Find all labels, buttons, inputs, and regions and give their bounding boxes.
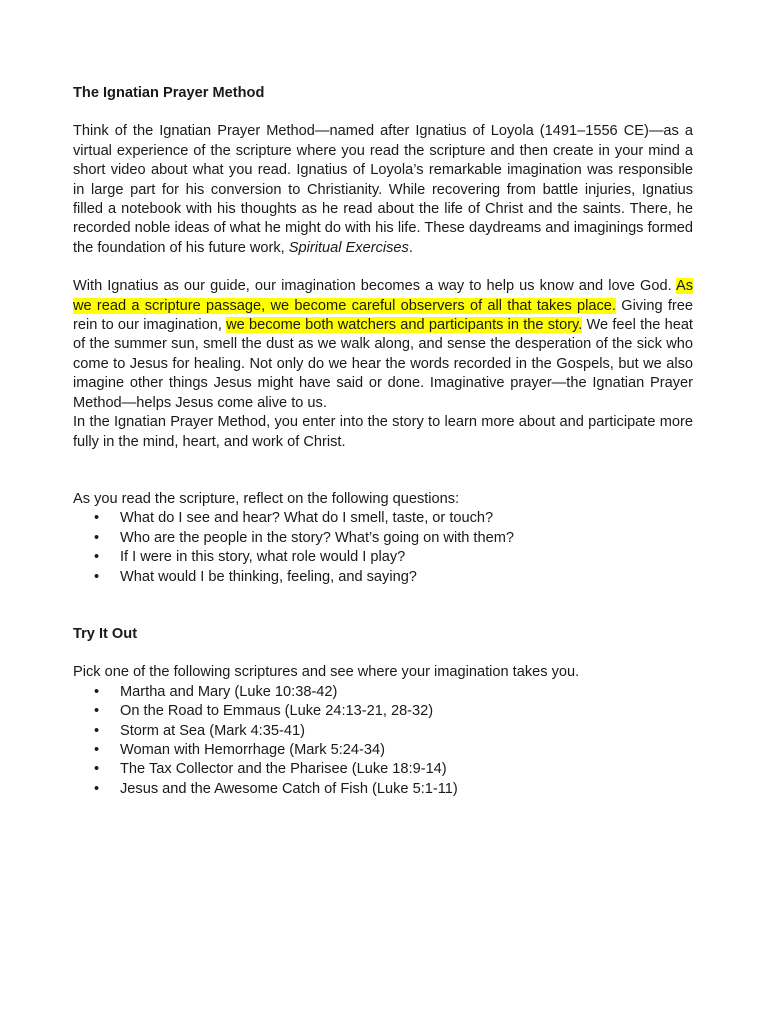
question-text: What would I be thinking, feeling, and saying?: [120, 568, 417, 585]
highlighted-text-2: we become both watchers and participants in the story.: [226, 317, 583, 334]
bullet-icon: •: [94, 510, 100, 527]
question-text: What do I see and hear? What do I smell, taste, or touch?: [120, 510, 494, 527]
scripture-text: On the Road to Emmaus (Luke 24:13-21, 28-32): [120, 703, 434, 720]
bullet-icon: •: [94, 568, 100, 585]
list-item: [73, 529, 693, 548]
list-item: [73, 568, 693, 587]
blank-lines: [73, 452, 693, 490]
paragraph-intro-text: Think of the Ignatian Prayer Method—named after Ignatius of Loyola (1491–1556 CE)—as a virtual experience of the scripture where you read the scripture and then create in your mind a short video about what you read. Ignatius of Loyola’s remarkable imagination was responsible in large part for his conversion to Christianity. While recovering from battle injuries, Ignatius filled a notebook with his thoughts as he read about the life of Christ and the saints. There, he recorded noble ideas of what he might do with his life. These daydreams and imaginings formed the foundation of his future work,: [73, 123, 693, 256]
list-item: [73, 780, 693, 799]
list-item: [73, 548, 693, 567]
paragraph-intro-end: .: [408, 239, 413, 256]
paragraph-imagination-text-1: With Ignatius as our guide, our imagination becomes a way to help us know and love God.: [73, 278, 676, 295]
bullet-icon: •: [94, 780, 100, 797]
question-text: Who are the people in the story? What’s going on with them?: [120, 529, 514, 546]
paragraph-imagination-text-3: We feel the heat of the summer sun, smell the dust as we walk along, and sense the desperation of the sick who come to Jesus for healing. Not only do we hear the words recorded in the Gospels, but we also imagine other things Jesus might have said or done. Imaginative prayer—the Ignatian Prayer Method—helps Jesus come alive to us.: [73, 317, 693, 411]
bullet-icon: •: [94, 722, 100, 739]
scripture-text: Martha and Mary (Luke 10:38-42): [120, 683, 338, 700]
scriptures-list: [73, 683, 693, 799]
book-title-italic: Spiritual Exercises: [288, 239, 409, 256]
scriptures-intro: Pick one of the following scriptures and see where your imagination takes you.: [73, 664, 580, 681]
list-item: [73, 741, 693, 760]
questions-intro: As you read the scripture, reflect on the following questions:: [73, 490, 460, 507]
questions-list: [73, 509, 693, 587]
paragraph-imagination: [73, 277, 693, 413]
list-item: [73, 509, 693, 528]
section-title: The Ignatian Prayer Method: [73, 85, 265, 101]
paragraph-intro: [73, 122, 693, 258]
blank-line: [73, 644, 693, 663]
list-item: [73, 683, 693, 702]
bullet-icon: •: [94, 683, 100, 700]
scripture-text: Woman with Hemorrhage (Mark 5:24-34): [120, 741, 385, 758]
bullet-icon: •: [94, 703, 100, 720]
section-title: Try It Out: [73, 625, 138, 642]
list-item: [73, 722, 693, 741]
scripture-text: Storm at Sea (Mark 4:35-41): [120, 722, 305, 739]
paragraph-imagination-text-2: Giving free rein to our imagination,: [73, 297, 693, 334]
bullet-icon: •: [94, 529, 100, 546]
scripture-text: The Tax Collector and the Pharisee (Luke 18:9-14): [120, 761, 447, 778]
bullet-icon: •: [94, 741, 100, 758]
list-item: [73, 702, 693, 721]
bullet-icon: •: [94, 761, 100, 778]
question-text: If I were in this story, what role would I play?: [120, 549, 406, 566]
bullet-icon: •: [94, 549, 100, 566]
scripture-text: Jesus and the Awesome Catch of Fish (Luke 5:1-11): [120, 780, 458, 797]
list-item: [73, 760, 693, 779]
highlighted-text-1: As we read a scripture passage, we become careful observers of all that takes place.: [73, 278, 693, 314]
paragraph-method: In the Ignatian Prayer Method, you enter into the story to learn more about and participate more fully in the mind, heart, and work of Christ.: [73, 414, 693, 450]
document-page: [73, 84, 693, 799]
blank-lines: [73, 587, 693, 625]
